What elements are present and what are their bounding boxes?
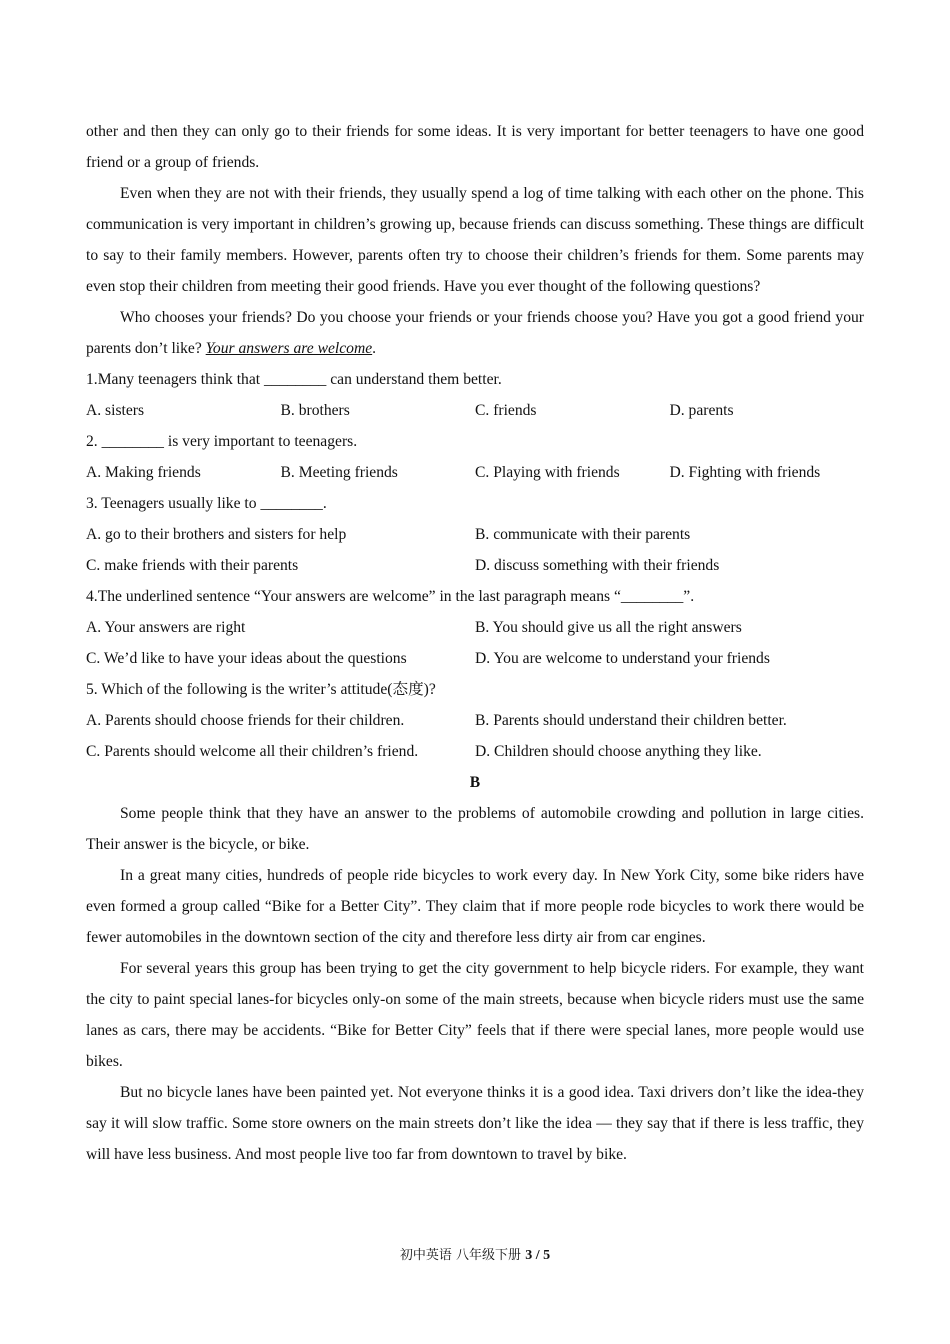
- question-1-option-c[interactable]: C. friends: [475, 402, 537, 419]
- question-1-options: [86, 395, 864, 426]
- question-3-options-row-2: [86, 550, 864, 581]
- question-4-option-d[interactable]: D. You are welcome to understand your friends: [475, 650, 770, 667]
- question-1-stem: 1.Many teenagers think that ________ can understand them better.: [86, 371, 502, 388]
- footer-separator: /: [532, 1248, 544, 1263]
- paragraph-3-end: .: [372, 340, 377, 357]
- question-3-option-d[interactable]: D. discuss something with their friends: [475, 557, 720, 574]
- passage-b-paragraph-2: In a great many cities, hundreds of people ride bicycles to work every day. In New York City, some bike riders have even formed a group called “Bike for a Better City”. They claim that if more people rode bicycles to work there would be fewer automobiles in the downtown section of the city and therefore less dirty air from car engines.: [86, 867, 864, 946]
- question-1-option-a[interactable]: A. sisters: [86, 402, 145, 419]
- passage-a-paragraph-1: other and then they can only go to their friends for some ideas. It is very important for better teenagers to have one good friend or a group of friends.: [86, 123, 864, 171]
- page-content: [86, 116, 864, 1170]
- question-2-option-b[interactable]: B. Meeting friends: [280, 464, 398, 481]
- passage-a-paragraph-2: Even when they are not with their friends, they usually spend a log of time talking with each other on the phone. This communication is very important in children’s growing up, because friends can discuss something. These things are difficult to say to their family members. However, parents often try to choose their children’s friends for them. Some parents may even stop their children from meeting their good friends. Have you ever thought of the following questions?: [86, 185, 864, 295]
- question-2-option-d[interactable]: D. Fighting with friends: [669, 464, 821, 481]
- underlined-sentence: Your answers are welcome: [205, 340, 373, 357]
- passage-b-paragraph-3: For several years this group has been trying to get the city government to help bicycle riders. For example, they want the city to paint special lanes-for bicycles only-on some of the main streets, because when bicycle riders must use the same lanes as cars, there may be accidents. “Bike for Better City” feels that if there were special lanes, more people would use bikes.: [86, 960, 864, 1070]
- passage-b-paragraph-1: Some people think that they have an answer to the problems of automobile crowding and pollution in large cities. Their answer is the bicycle, or bike.: [86, 805, 864, 853]
- question-1-option-d[interactable]: D. parents: [669, 402, 734, 419]
- question-3-option-a[interactable]: A. go to their brothers and sisters for help: [86, 526, 347, 543]
- page-footer: [0, 1244, 950, 1264]
- question-4-stem: 4.The underlined sentence “Your answers are welcome” in the last paragraph means “________”.: [86, 588, 695, 605]
- question-5-stem: 5. Which of the following is the writer’s attitude(态度)?: [86, 681, 436, 698]
- question-5-option-b[interactable]: B. Parents should understand their children better.: [475, 712, 787, 729]
- footer-total-pages: 5: [543, 1248, 551, 1263]
- question-4-options-row-2: [86, 643, 864, 674]
- question-5-option-d[interactable]: D. Children should choose anything they like.: [475, 743, 762, 760]
- question-2-options: [86, 457, 864, 488]
- question-2-option-c[interactable]: C. Playing with friends: [475, 464, 620, 481]
- question-3-options-row-1: [86, 519, 864, 550]
- question-5-options-row-1: [86, 705, 864, 736]
- question-4-options-row-1: [86, 612, 864, 643]
- question-5-option-a[interactable]: A. Parents should choose friends for their children.: [86, 712, 405, 729]
- question-4-option-a[interactable]: A. Your answers are right: [86, 619, 246, 636]
- footer-page-number: 3: [525, 1248, 533, 1263]
- question-2-option-a[interactable]: A. Making friends: [86, 464, 201, 481]
- footer-label: 初中英语 八年级下册: [399, 1248, 526, 1263]
- question-5-option-c[interactable]: C. Parents should welcome all their children’s friend.: [86, 743, 419, 760]
- question-3-option-c[interactable]: C. make friends with their parents: [86, 557, 299, 574]
- question-5-options-row-2: [86, 736, 864, 767]
- paragraph-3-text: Who chooses your friends? Do you choose your friends or your friends choose you? Have you got a good friend your parents don’t like?: [86, 309, 864, 357]
- passage-b-paragraph-4: But no bicycle lanes have been painted yet. Not everyone thinks it is a good idea. Taxi drivers don’t like the idea-they say it will slow traffic. Some store owners on the main streets don’t like the idea — they say that if there is less traffic, they will have less business. And most people live too far from downtown to travel by bike.: [86, 1084, 864, 1163]
- question-4-option-c[interactable]: C. We’d like to have your ideas about the questions: [86, 650, 407, 667]
- question-1-option-b[interactable]: B. brothers: [280, 402, 350, 419]
- question-2-stem: 2. ________ is very important to teenagers.: [86, 433, 358, 450]
- question-3-option-b[interactable]: B. communicate with their parents: [475, 526, 691, 543]
- section-b-title: B: [469, 774, 481, 791]
- passage-a-paragraph-3: [86, 302, 864, 364]
- question-3-stem: 3. Teenagers usually like to ________.: [86, 495, 327, 512]
- question-4-option-b[interactable]: B. You should give us all the right answers: [475, 619, 742, 636]
